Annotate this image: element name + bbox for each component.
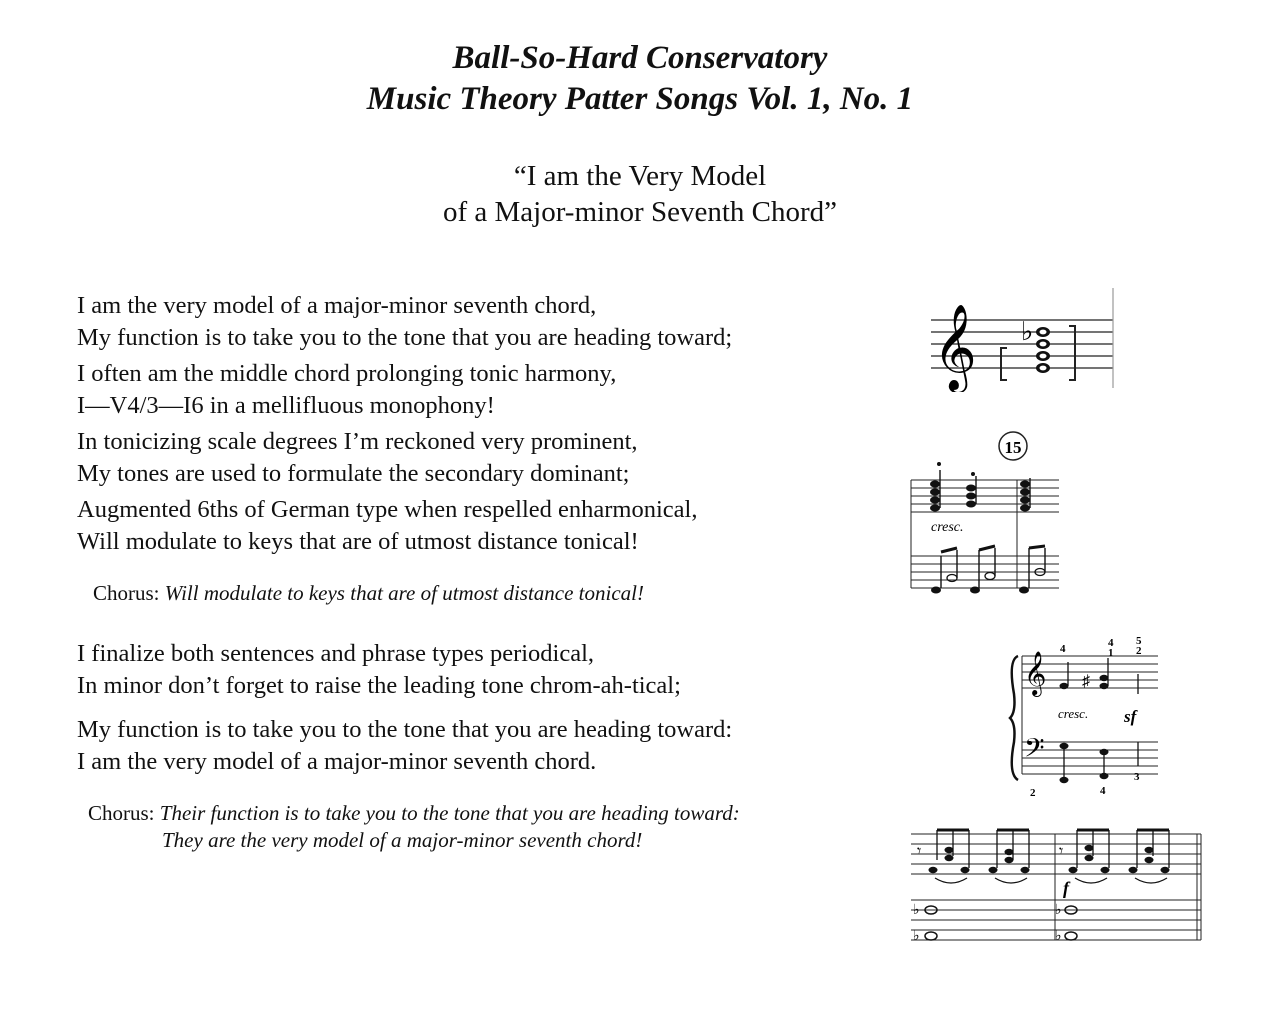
chorus-1 [93,580,644,607]
lyric-line: I finalize both sentences and phrase types periodical, [77,640,595,667]
fingering: 4 [1060,643,1066,655]
flat-icon: ♭ [1021,317,1034,346]
chorus-text: Will modulate to keys that are of utmost distance tonical! [164,581,645,605]
cresc-marking: cresc. [1058,706,1089,721]
verse-6 [77,714,732,778]
institution-title: Ball-So-Hard Conservatory [452,40,828,76]
eighth-rest-icon: 𝄾 [917,843,922,860]
lyric-line: My function is to take you to the tone that you are heading toward; [77,324,733,351]
lyric-line: I—V4/3—I6 in a mellifluous monophony! [77,392,495,419]
lyric-line: I am the very model of a major-minor seventh chord. [77,748,597,775]
song-title [0,158,1280,230]
score-example-grand-staff [1008,634,1166,802]
lyric-line: In minor don’t forget to raise the leading tone chrom-ah-tical; [77,672,681,699]
lyric-line: I am the very model of a major-minor seventh chord, [77,292,597,319]
brace-icon [1010,656,1018,780]
fingering: 1 [1108,647,1114,659]
measure-number: 15 [1004,438,1022,457]
flat-icon: ♭ [1055,903,1062,918]
song-title-line-2: of a Major-minor Seventh Chord” [442,196,838,228]
lyric-line: Augmented 6ths of German type when respelled enharmonical, [77,496,698,523]
treble-clef-icon: 𝄞 [1024,653,1047,695]
cresc-marking: cresc. [931,520,964,535]
score-example-seventh-chord [925,288,1117,392]
score-example-repeated-chords [905,820,1205,950]
fingering: 4 [1108,637,1114,649]
flat-icon: ♭ [913,929,920,944]
bass-clef-icon: 𝄢 [1024,733,1045,769]
flat-icon: ♭ [1055,929,1062,944]
verse-4 [77,494,732,558]
verse-5 [77,638,732,702]
verse-group-1 [77,290,732,558]
dynamic-marking: f [1063,878,1069,898]
lyric-line: I often am the middle chord prolonging tonic harmony, [77,360,617,387]
chorus-text: They are the very model of a major-minor seventh chord! [162,828,643,852]
dynamic-marking: sf [1124,707,1137,726]
lyric-line: My function is to take you to the tone that you are heading toward: [77,716,733,743]
fingering: 5 [1136,635,1142,647]
score-example-measure-15 [905,426,1065,604]
chorus-label: Chorus: [88,801,155,825]
fingering: 4 [1100,785,1106,797]
treble-clef-icon: 𝄞 [933,307,977,389]
chorus-2 [88,800,740,854]
sharp-icon: ♯ [1082,673,1090,690]
chorus-text: Their function is to take you to the tone that you are heading toward: [159,801,740,825]
verse-3 [77,426,732,490]
document-header [0,38,1280,120]
fingering: 2 [1030,787,1036,799]
chorus-label: Chorus: [93,581,160,605]
lyric-line: My tones are used to formulate the secondary dominant; [77,460,630,487]
verse-group-2 [77,638,732,778]
verse-2 [77,358,732,422]
lyric-line: Will modulate to keys that are of utmost distance tonical! [77,528,639,555]
song-title-line-1: “I am the Very Model [513,160,767,192]
flat-icon: ♭ [913,903,920,918]
eighth-rest-icon: 𝄾 [1059,843,1064,860]
lyric-line: In tonicizing scale degrees I’m reckoned very prominent, [77,428,638,455]
series-title: Music Theory Patter Songs Vol. 1, No. 1 [366,81,914,117]
fingering: 3 [1134,771,1140,783]
verse-1 [77,290,732,354]
fingering: 2 [1136,645,1142,657]
